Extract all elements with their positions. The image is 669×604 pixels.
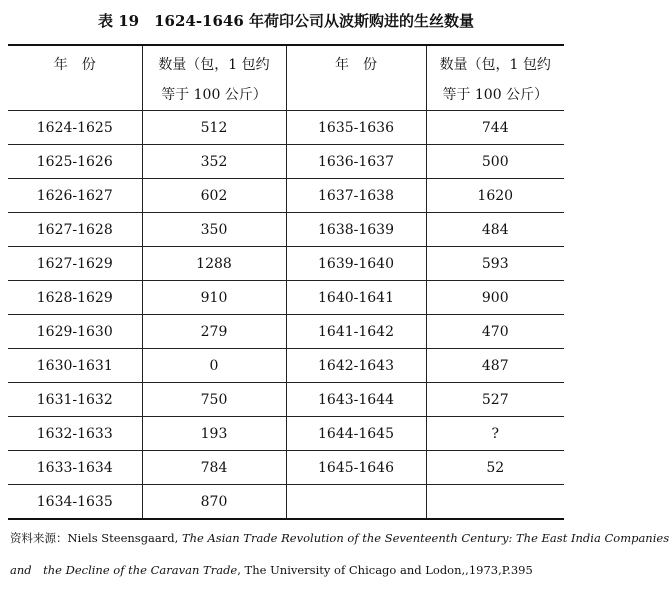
year-cell: 1626-1627 — [8, 179, 142, 213]
header-row — [8, 45, 564, 111]
quantity-cell: 0 — [142, 349, 286, 383]
quantity-cell: 279 — [142, 315, 286, 349]
quantity-cell: 750 — [142, 383, 286, 417]
source-suffix: , The University of Chicago and Lodon,,1973,P.395 — [237, 563, 533, 577]
year-cell: 1632-1633 — [8, 417, 142, 451]
quantity-cell: 602 — [142, 179, 286, 213]
quantity-cell: 744 — [426, 111, 564, 145]
year-header-right: 年 份 — [286, 45, 426, 111]
table-row — [8, 213, 564, 247]
table-row — [8, 451, 564, 485]
quantity-cell: 193 — [142, 417, 286, 451]
year-header-left: 年 份 — [8, 45, 142, 111]
year-cell: 1630-1631 — [8, 349, 142, 383]
year-cell: 1633-1634 — [8, 451, 142, 485]
year-cell: 1635-1636 — [286, 111, 426, 145]
table-title: 表 19 1624-1646 年荷印公司从波斯购进的生丝数量 — [97, 12, 475, 30]
year-cell: 1640-1641 — [286, 281, 426, 315]
table-row — [8, 485, 564, 520]
quantity-header-left: 数量（包，1 包约 等于 100 公斤） — [142, 45, 286, 111]
quantity-cell: 487 — [426, 349, 564, 383]
table-row — [8, 417, 564, 451]
quantity-cell: 484 — [426, 213, 564, 247]
quantity-cell: 784 — [142, 451, 286, 485]
quantity-cell — [426, 485, 564, 520]
quantity-cell: 350 — [142, 213, 286, 247]
table-row — [8, 111, 564, 145]
source-note-line2 — [10, 562, 566, 578]
source-book-title-part2: and the Decline of the Caravan Trade — [10, 563, 238, 577]
year-cell: 1629-1630 — [8, 315, 142, 349]
quantity-cell: 1288 — [142, 247, 286, 281]
quantity-cell: 500 — [426, 145, 564, 179]
year-cell: 1643-1644 — [286, 383, 426, 417]
quantity-cell: 1620 — [426, 179, 564, 213]
year-cell: 1638-1639 — [286, 213, 426, 247]
quantity-cell: 527 — [426, 383, 564, 417]
table-row — [8, 383, 564, 417]
year-cell: 1637-1638 — [286, 179, 426, 213]
year-cell: 1631-1632 — [8, 383, 142, 417]
year-cell: 1628-1629 — [8, 281, 142, 315]
year-cell: 1642-1643 — [286, 349, 426, 383]
year-cell: 1639-1640 — [286, 247, 426, 281]
quantity-cell: 352 — [142, 145, 286, 179]
quantity-cell: ? — [426, 417, 564, 451]
year-cell: 1641-1642 — [286, 315, 426, 349]
year-cell: 1645-1646 — [286, 451, 426, 485]
table-row — [8, 145, 564, 179]
quantity-cell: 512 — [142, 111, 286, 145]
quantity-cell: 593 — [426, 247, 564, 281]
table-row — [8, 349, 564, 383]
year-cell: 1624-1625 — [8, 111, 142, 145]
source-book-title-part1: The Asian Trade Revolution of the Seventeenth Century: The East India Companies — [181, 531, 669, 545]
year-cell: 1625-1626 — [8, 145, 142, 179]
year-cell: 1634-1635 — [8, 485, 142, 520]
table-row — [8, 179, 564, 213]
quantity-cell: 52 — [426, 451, 564, 485]
quantity-header-right: 数量（包，1 包约 等于 100 公斤） — [426, 45, 564, 111]
source-prefix: 资料来源：Niels Steensgaard, — [10, 531, 182, 545]
table-row — [8, 315, 564, 349]
quantity-cell: 900 — [426, 281, 564, 315]
quantity-cell: 870 — [142, 485, 286, 520]
year-cell: 1627-1628 — [8, 213, 142, 247]
table-row — [8, 281, 564, 315]
table-row — [8, 247, 564, 281]
silk-purchase-table — [8, 44, 564, 520]
year-cell: 1627-1629 — [8, 247, 142, 281]
quantity-cell: 910 — [142, 281, 286, 315]
year-cell: 1636-1637 — [286, 145, 426, 179]
year-cell — [286, 485, 426, 520]
quantity-cell: 470 — [426, 315, 564, 349]
source-note-line1 — [10, 530, 669, 546]
year-cell: 1644-1645 — [286, 417, 426, 451]
